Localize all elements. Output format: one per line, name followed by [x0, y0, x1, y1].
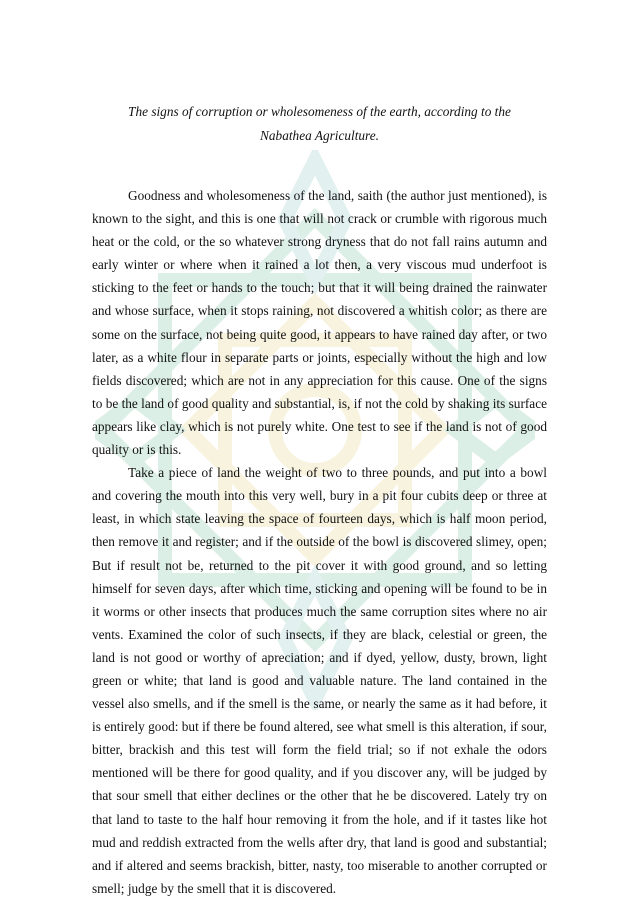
document-title: [92, 100, 547, 148]
paragraph-2: Take a piece of land the weight of two to three pounds, and put into a bowl and covering the mouth into this very well, bury in a pit four cubits deep or three at least, in which state leaving the space of fourteen days, which is half moon period, then remove it and register; and if the outside of the bowl is discovered slimey, open; But if result not be, returned to the pit cover it with good ground, and so letting himself for seven days, after which time, sticking and opening will be found to be in it worms or other insects that produces much the same corruption sites where no air vents. Examined the color of such insects, if they are black, celestial or green, the land is not good or worthy of apreciation; and if dyed, yellow, dusty, brown, light green or white; that land is good and valuable nature. The land contained in the vessel also smells, and if the smell is the same, or nearly the same as it had before, it is entirely good: but if there be found altered, see what smell is this alteration, if sour, bitter, brackish and this test will form the field trial; so if not exhale the odors mentioned will be there for good quality, and if you discover any, will be judged by that sour smell that either declines or the other that he be discovered. Lately try on that land to taste to the half hour removing it from the hole, and if it tastes like hot mud and reddish extracted from the wells after dry, that land is good and substantial; and if altered and seems brackish, bitter, nasty, too miserable to another corrupted or smell; judge by the smell that it is discovered.: [92, 465, 547, 896]
document-body: [92, 100, 547, 900]
title-line-2: Nabathea Agriculture.: [260, 128, 379, 143]
title-line-1: The signs of corruption or wholesomeness of the earth, according to the: [128, 104, 511, 119]
paragraph-1: Goodness and wholesomeness of the land, saith (the author just mentioned), is known to the sight, and this is one that will not crack or crumble with rigorous much heat or the cold, or the so whatever strong dryness that do not fall rains autumn and early winter or where when it rained a lot then, a very viscous mud underfoot is sticking to the feet or hands to the touch; but that it will being drained the rainwater and whose surface, when it stops raining, not discovered a whitish color; as there are some on the surface, not being quite good, it appears to have rained day after, or two later, as a white flour in separate parts or joints, especially without the high and low fields discovered; which are not in any appreciation for this cause. One of the signs to be the land of good quality and substantial, is, if not the cold by shaking its surface appears like clay, which is not purely white. One test to see if the land is not of good quality or is this.: [92, 188, 547, 458]
